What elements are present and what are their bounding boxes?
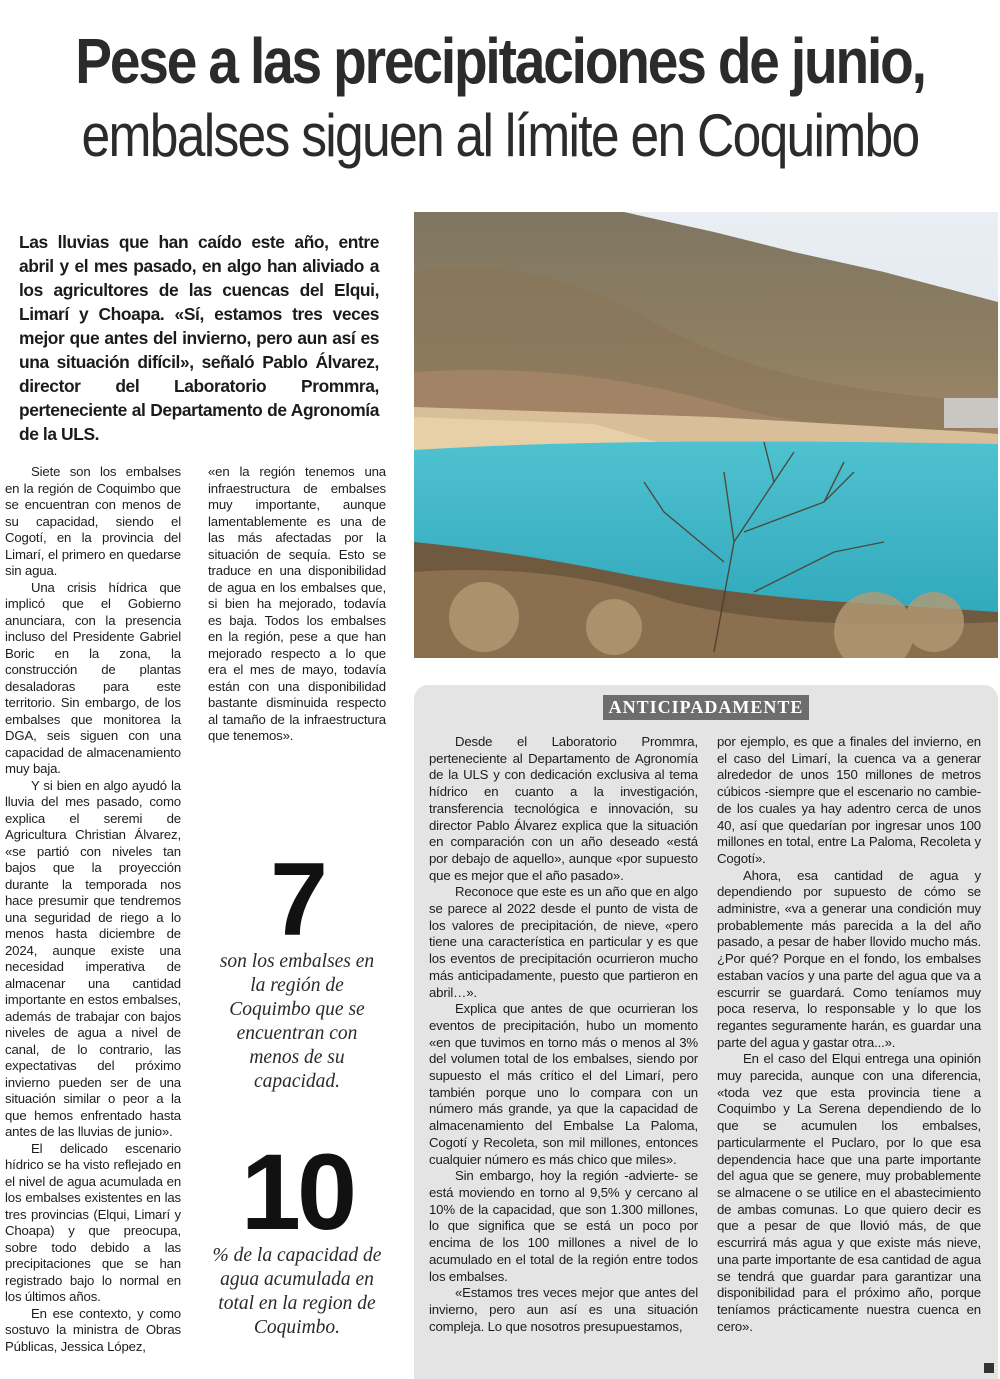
stat-block-embalses [212,842,382,1094]
paragraph: Una crisis hídrica que implicó que el Gobierno anunciara, con la presencia incluso del Presidente Gabriel Boric en la zona, la construcción de plantas desaladoras para este territorio. Sin embargo, de los embalses que monitorea la DGA, seis siguen con una capacidad de almacenamiento muy baja. [5,579,181,776]
end-of-article-mark [984,1363,994,1373]
stat-number: 10 [240,1131,354,1252]
stat-number: 7 [270,842,324,958]
stat-caption: % de la capacidad de agua acumulada en total en la region de Coquimbo. [212,1245,382,1338]
stat-block-capacidad [212,1131,382,1340]
box-column-2 [717,734,981,1335]
paragraph: «en la región tenemos una infraestructura de embalses muy importante, aunque lamentablemente es una de las más afectadas por la situación de sequía. Esto se traduce en una disponibilidad de agua en los embalses que, si bien ha mejorado, todavía es baja. Todos los embalses en la región, pese a que han mejorado respecto a lo que era el mes de mayo, todavía están con una disponibilidad bastante disminuida respecto al tamaño de la infraestructura que tenemos». [208,464,386,743]
reservoir-photo [414,212,998,658]
lead-paragraph: Las lluvias que han caído este año, entre abril y el mes pasado, en algo han aliviado a los agricultores de las cuencas del Elqui, Limarí y Choapa. «Sí, estamos tres veces mejor que antes del invierno, pero aun así es una situación difícil», señaló Pablo Álvarez, director del Laboratorio Prommra, perteneciente al Departamento de Agronomía de la ULS. [19,232,379,444]
body-column-2 [208,464,386,745]
headline [0,22,1000,172]
paragraph: En ese contexto, y como sostuvo la ministra de Obras Públicas, Jessica López, [5,1305,181,1354]
paragraph: El delicado escenario hídrico se ha visto reflejado en el nivel de agua acumulada en los embalses existentes en las tres provincias (Elqui, Limarí y Choapa) y que preocupa, sobre todo debido a las precipitaciones que se han registrado bajo lo normal en los últimos años. [5,1140,181,1304]
paragraph: por ejemplo, es que a finales del invierno, en el caso del Limarí, la cuenca va a generar alrededor de unos 150 millones de metros cúbicos -siempre que el escenario no cambie- de los cuales ya hay adentro cerca de unos 40, así que quedarían por ingresar unos 100 millones en total, entre La Paloma, Recoleta y Cogotí». [717,734,981,866]
paragraph: En el caso del Elqui entrega una opinión muy parecida, aunque con una diferencia, «toda vez que esta provincia tiene a Coquimbo y La Serena dependiendo de lo que se acumulen los embalses, particularmente el Puclaro, por lo que esa dependencia hace que una parte importante del agua que se genere, muy probablemente se almacene o se utilice en el abastecimiento de ambas comunas. Lo que quiero decir es que a pesar de que llovió más, de que escurrirá más agua y que existe más nieve, una parte importante de esa cantidad de agua se tendrá que guardar para garantizar una disponibilidad para el próximo año, porque teníamos prácticamente nuestra cuenca en cero». [717,1051,981,1334]
box-column-1 [429,734,698,1335]
paragraph: Desde el Laboratorio Prommra, perteneciente al Departamento de Agronomía de la ULS y con dedicación exclusiva al tema hídrico en cuanto a la investigación, transferencia tecnológica e innovación, su director Pablo Álvarez explica que la situación en comparación con un año deseado «está por debajo de aquello», aunque «por supuesto que es mejor que el año pasado». [429,734,698,883]
box-title: ANTICIPADAMENTE [603,695,809,720]
headline-line-1: Pese a las precipitaciones de junio, [75,25,925,97]
paragraph: Explica que antes de que ocurrieran los eventos de precipitación, hubo un momento «en que tuvimos en torno más o menos al 3% del volumen total de los embalses, siendo por supuesto el más crítico el del Limarí, pero también porque uno lo compara con un número más grande, ya que la capacidad de almacenamiento del Embalse La Paloma, Cogotí y Recoleta, son mil millones, entonces cualquier número es más chico que miles». [429,1001,698,1167]
headline-line-2: embalses siguen al límite en Coquimbo [81,102,919,169]
paragraph: Y si bien en algo ayudó la lluvia del mes pasado, como explica el seremi de Agricultura Christian Álvarez, «se partió con niveles tan bajos que la proyección durante la temporada nos hace presumir que tendremos una seguridad de riego a lo menos hasta diciembre de 2024, aunque existe una necesidad imperativa de almacenar una cantidad importante en estos embalses, además de trabajar con bajos niveles de agua a nivel de canal, de lo contrario, las expectativas del próximo invierno pueden ser de una situación similar o peor a la que hemos enfrentado hasta antes de las lluvias de junio». [5,777,181,1139]
paragraph: Ahora, esa cantidad de agua y dependiendo por supuesto de cómo se administre, «va a generar una condición muy probablemente más parecida a la del año pasado, a pesar de haber llovido mucho más. ¿Por qué? Porque en el fondo, los embalses estaban vacíos y una parte del agua que va a escurrir se guardará. Como teníamos muy poca reserva, lo responsable y lo que los regantes seguramente harán, es guardar una parte del agua y gastar otra...». [717,867,981,1050]
paragraph: Siete son los embalses en la región de Coquimbo que se encuentran con menos de su capacidad, siendo el Cogotí, en la provincia del Limarí, el primero en quedarse sin agua. [5,464,181,578]
paragraph: Sin embargo, hoy la región -advierte- se está moviendo en torno al 9,5% y cercano al 10% de la capacidad, que son 1.300 millones, lo que significa que se está un poco por encima de los 100 millones a nivel de lo acumulado en el total de la región entre todos los embalses. [429,1168,698,1284]
stat-caption: son los embalses en la región de Coquimbo que se encuentran con menos de su capacidad. [219,951,375,1092]
paragraph: «Estamos tres veces mejor que antes del invierno, pero aun así es una situación compleja. Lo que nosotros presupuestamos, [429,1285,698,1334]
body-column-1 [5,464,181,1355]
paragraph: Reconoce que este es un año que en algo se parece al 2022 desde el punto de vista de los valores de precipitación, de nieve, «pero tiene una característica en particular y es que los eventos de precipitación ocurrieron mucho más anticipadamente, puesto que partieron en abril…». [429,884,698,1000]
